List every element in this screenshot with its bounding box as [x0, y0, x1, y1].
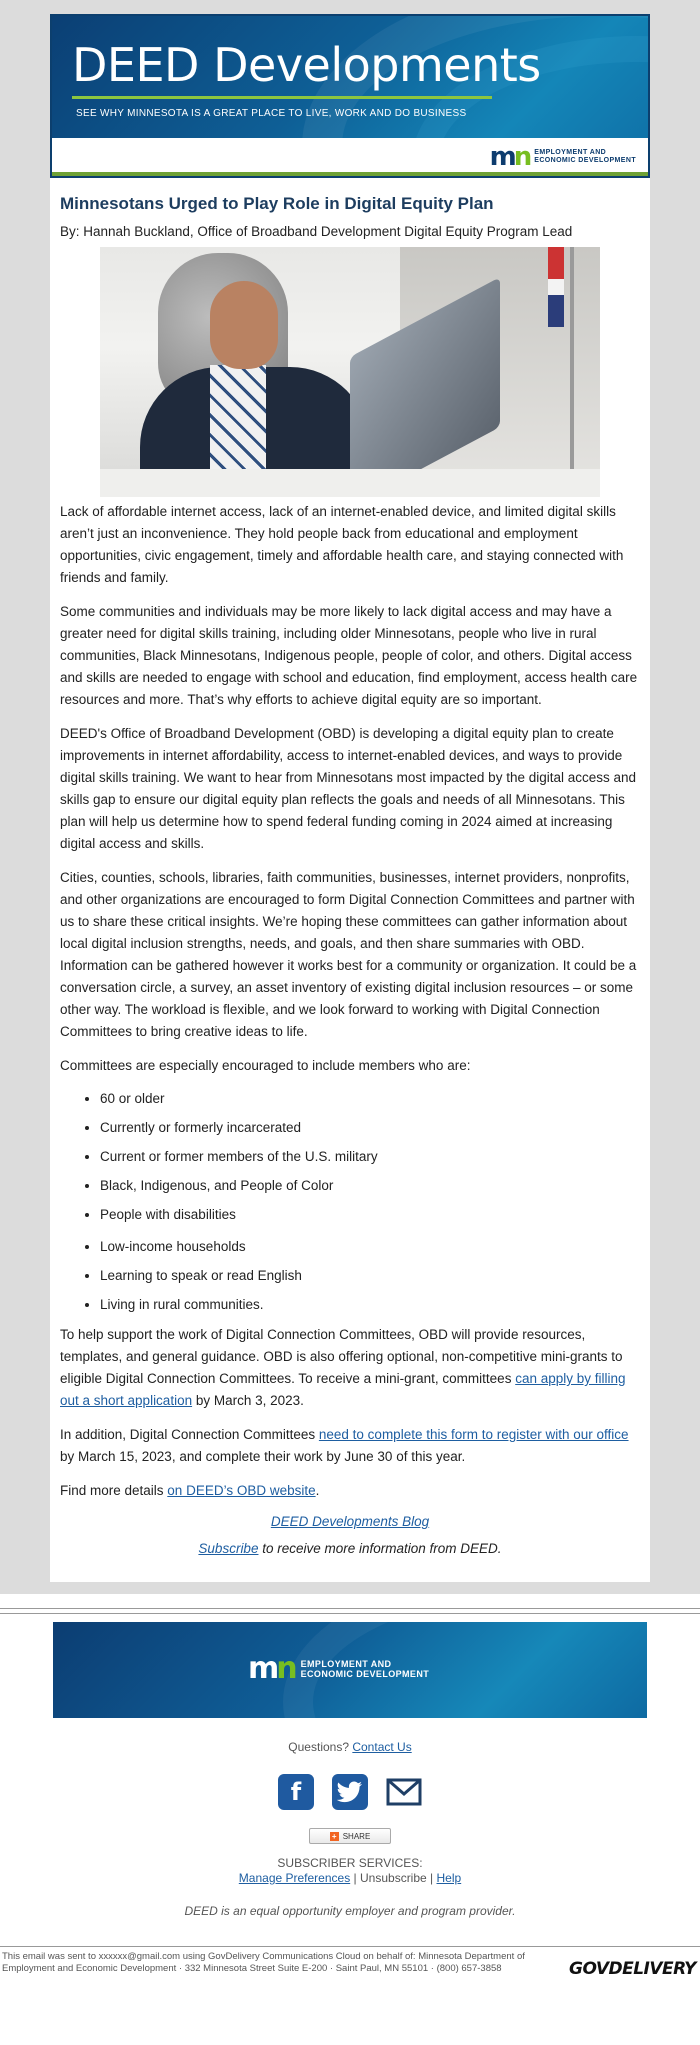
paragraph-text: In addition, Digital Connection Committees	[60, 1427, 319, 1442]
flag-shape	[548, 247, 564, 327]
link-separator: |	[350, 1871, 360, 1885]
hero-photo	[100, 247, 600, 497]
green-rule	[52, 172, 648, 176]
registration-form-link[interactable]: need to complete this form to register with our office	[318, 1427, 629, 1442]
help-link[interactable]: Help	[436, 1871, 462, 1885]
list-item: • Current or former members of the U.S. military	[100, 1147, 640, 1167]
equal-opportunity-statement: DEED is an equal opportunity employer and program provider.	[184, 1904, 516, 1918]
paragraph-text: by March 3, 2023.	[192, 1393, 304, 1408]
paragraph: DEED's Office of Broadband Development (OBD) is developing a digital equity plan to create improvements in internet affordability, access to internet-enabled devices, and ways to provide digital skills training. We want to hear from Minnesotans most impacted by the digital access and skills gap to ensure our digital equity plan reflects the goals and needs of all Minnesotans. This plan will help us determine how to spend federal funding coming in 2024 aimed at increasing digital access and skills.	[60, 726, 637, 851]
email-share-icon[interactable]	[386, 1774, 422, 1810]
deed-logo-icon: mn	[489, 142, 530, 172]
title-underline	[72, 96, 492, 99]
paragraph-support	[60, 1324, 640, 1412]
paragraph: Some communities and individuals may be more likely to lack digital access and may have a greater need for digital skills training, including older Minnesotans, people who live in rural communities, Black Minnesotans, Indigenous people, people of color, and others. Digital access and skills are needed to engage with school and education, find employment, access health care resources and more. That’s why efforts to achieve digital equity are so important.	[60, 604, 638, 707]
social-links	[0, 1774, 700, 1810]
contact-us-link[interactable]: Contact Us	[352, 1740, 412, 1754]
obd-website-link[interactable]: on DEED’s OBD website	[167, 1483, 316, 1498]
facebook-icon[interactable]: f	[278, 1774, 314, 1810]
table-shape	[100, 469, 600, 497]
envelope-glyph	[386, 1778, 422, 1806]
newsletter-title: DEED Developments	[72, 38, 541, 92]
share-label: SHARE	[342, 1831, 371, 1841]
footer-deed-logo	[248, 1651, 430, 1686]
paragraph: Committees are especially encouraged to include members who are:	[60, 1058, 471, 1073]
govdelivery-logo: GOVDELIVERY	[569, 1959, 696, 1979]
list-item: • People with disabilities	[100, 1205, 640, 1225]
deed-logo-text	[534, 149, 636, 165]
subscriber-services-heading: SUBSCRIBER SERVICES:	[277, 1856, 423, 1870]
paragraph-register	[60, 1424, 640, 1468]
logo-line: ECONOMIC DEVELOPMENT	[534, 157, 636, 164]
person-face-shape	[210, 281, 278, 369]
subscribe-text: to receive more information from DEED.	[258, 1541, 502, 1556]
share-button[interactable]	[309, 1828, 391, 1844]
newsletter-tagline: SEE WHY MINNESOTA IS A GREAT PLACE TO LIVE, WORK AND DO BUSINESS	[76, 108, 467, 119]
logo-line: ECONOMIC DEVELOPMENT	[300, 1669, 430, 1679]
sent-to-notice: This email was sent to xxxxxx@gmail.com using GovDelivery Communications Cloud on behalf of: Minnesota Department of Employment and Economic Development · 332 Minnesota Street Suite E-200 · Saint Paul, MN 55101 · (800) 657-3858	[2, 1951, 525, 1974]
person-scarf-shape	[210, 365, 266, 485]
member-list	[60, 1237, 640, 1315]
member-list	[60, 1089, 640, 1225]
list-item: • Black, Indigenous, and People of Color	[100, 1176, 640, 1196]
paragraph: Cities, counties, schools, libraries, faith communities, businesses, internet providers, nonprofits, and other organizations are encouraged to form Digital Connection Committees and partner with us to share these critical insights. We’re hoping these committees can gather information about local digital inclusion strengths, needs, and goals, and then share summaries with OBD. Information can be gathered however it works best for a community or organization. It could be a conversation circle, a survey, an asset inventory of existing digital inclusion resources – or some other way. The workload is flexible, and we look forward to working with Digital Connection Committees to bring creative ideas to life.	[60, 870, 637, 1039]
link-separator: |	[426, 1871, 437, 1885]
deed-blog-link[interactable]: DEED Developments Blog	[270, 1514, 430, 1529]
footer-divider	[0, 1608, 700, 1614]
paragraph-text: To help support the work of Digital Connection Committees, OBD will provide resources, templates, and general guidance. OBD is also offering optional, non-competitive mini-grants to eligible Digital Connection Committees. To receive a mini-grant, committees	[60, 1327, 623, 1386]
article-body	[50, 178, 650, 1582]
subscribe-row	[60, 1541, 640, 1556]
deed-logo	[489, 142, 636, 172]
delivery-footer	[0, 1947, 700, 1991]
subscribe-link[interactable]: Subscribe	[198, 1541, 259, 1556]
paragraph-details	[60, 1480, 640, 1502]
deed-logo-icon: mn	[248, 1651, 295, 1686]
blog-link-row	[60, 1514, 640, 1529]
article-byline: By: Hannah Buckland, Office of Broadband Development Digital Equity Program Lead	[60, 224, 573, 239]
mini-grant-application-link[interactable]: can apply by filling out a short application	[60, 1371, 626, 1408]
paragraph-text: .	[315, 1483, 320, 1498]
newsletter-card	[50, 14, 650, 1582]
list-item: • Learning to speak or read English	[100, 1266, 640, 1286]
logo-line: EMPLOYMENT AND	[300, 1659, 392, 1669]
subscriber-services	[0, 1856, 700, 1886]
logo-line: EMPLOYMENT AND	[534, 149, 607, 156]
paragraph-text: Find more details	[60, 1483, 168, 1498]
twitter-icon[interactable]	[332, 1774, 368, 1810]
list-item: • Living in rural communities.	[100, 1295, 640, 1315]
paragraph-text: by March 15, 2023, and complete their work by June 30 of this year.	[60, 1449, 466, 1464]
list-item: • Currently or formerly incarcerated	[100, 1118, 640, 1138]
header-banner	[50, 14, 650, 178]
list-item: • 60 or older	[100, 1089, 640, 1109]
subscriber-links	[0, 1871, 700, 1886]
flag-pole-shape	[570, 247, 574, 477]
footer-banner	[53, 1622, 647, 1718]
questions-row	[0, 1740, 700, 1754]
deed-logo-text	[301, 1659, 430, 1679]
paragraph: Lack of affordable internet access, lack of an internet-enabled device, and limited digital skills aren’t just an inconvenience. They hold people back from educational and employment opportunities, civic engagement, timely and affordable health care, and staying connected with friends and family.	[60, 504, 624, 585]
manage-preferences-link[interactable]: Manage Preferences	[238, 1871, 351, 1885]
questions-text: Questions?	[288, 1740, 353, 1754]
twitter-bird-glyph	[337, 1781, 363, 1803]
share-plus-icon: +	[330, 1832, 339, 1841]
article-title: Minnesotans Urged to Play Role in Digital Equity Plan	[60, 194, 494, 213]
unsubscribe-link[interactable]: Unsubscribe	[360, 1871, 427, 1885]
list-item: • Low-income households	[100, 1237, 640, 1257]
